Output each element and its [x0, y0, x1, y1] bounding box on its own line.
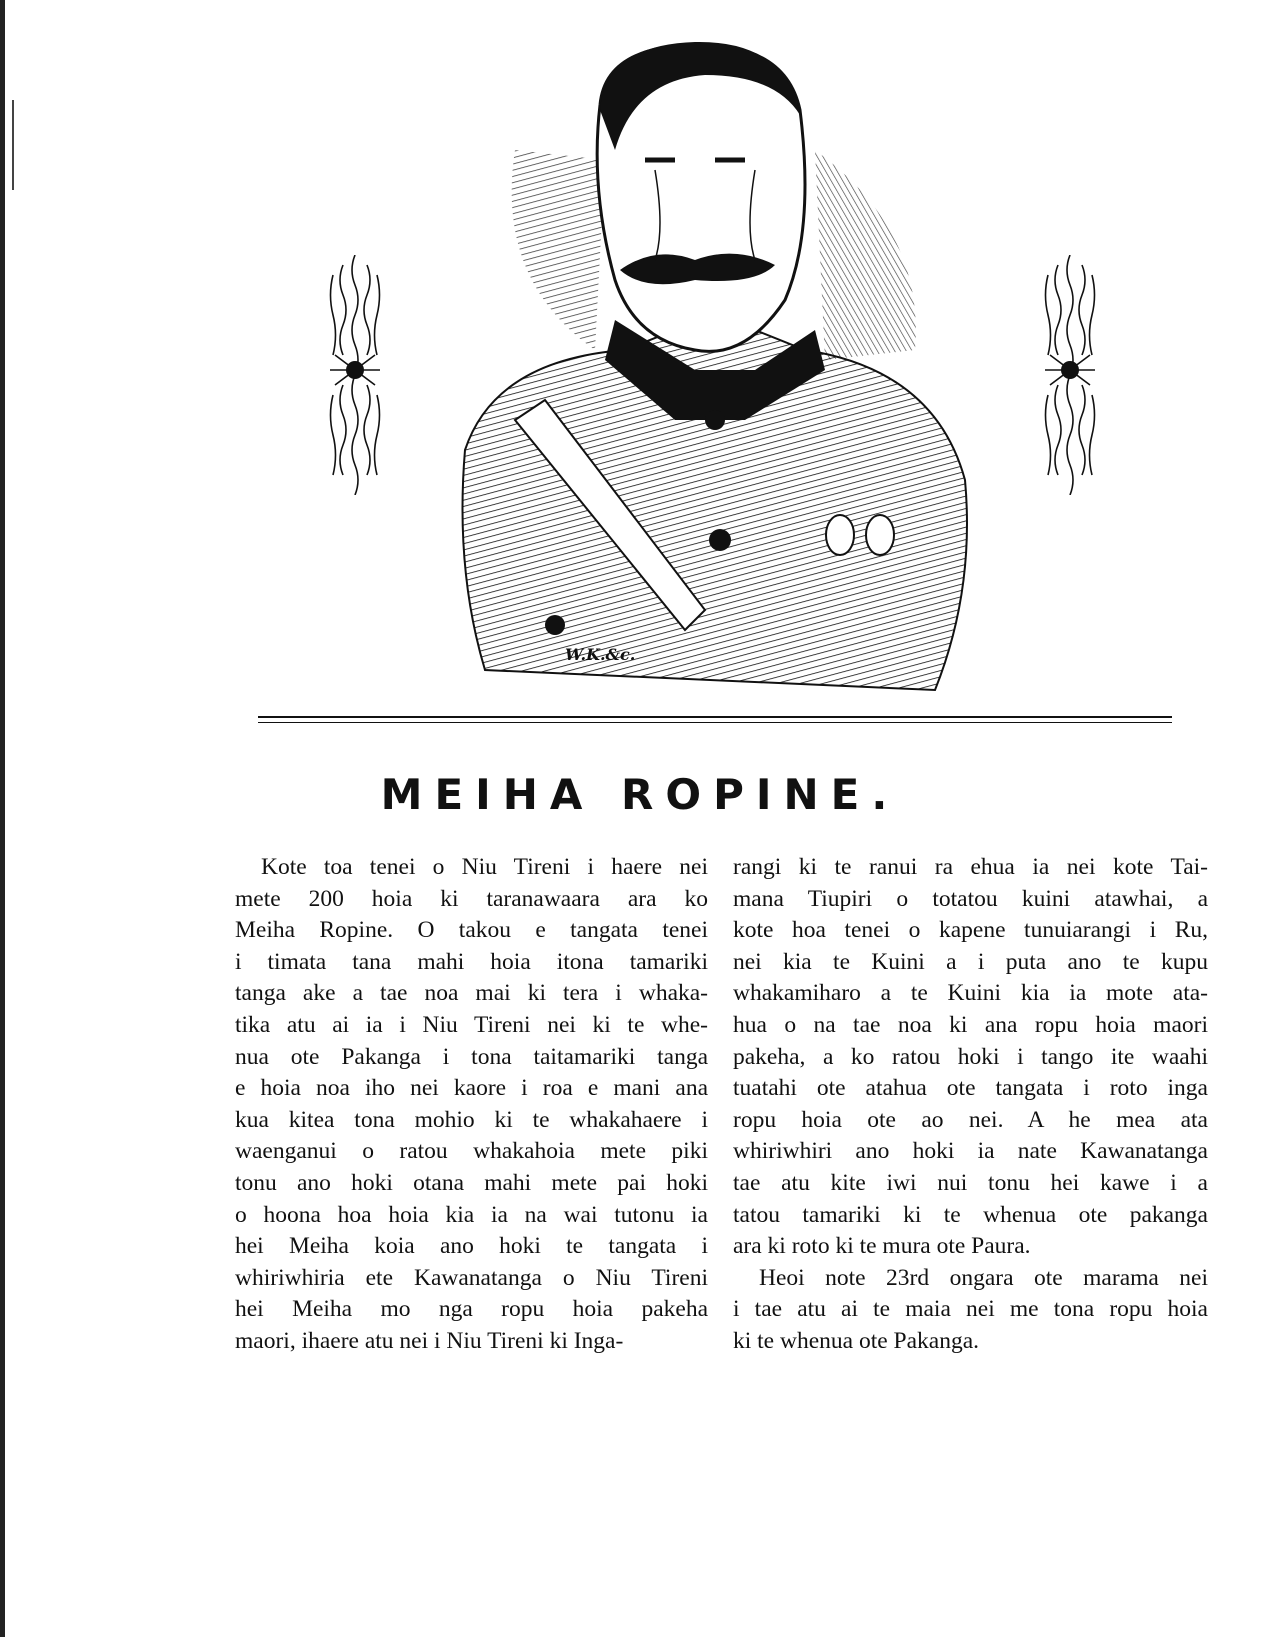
text-line: ara ki roto ki te mura ote Paura.	[733, 1233, 1031, 1260]
text-line: Kote toa tenei o Niu Tireni i haere nei	[261, 854, 708, 880]
text-line: Heoi note 23rd ongara ote marama nei	[759, 1264, 1208, 1291]
sunburst-ornament-left	[325, 255, 385, 495]
portrait-engraving	[455, 30, 985, 720]
text-line: ki te whenua ote Pakanga.	[733, 1327, 980, 1354]
text-line: e hoia noa iho nei kaore i roa e mani ana	[235, 1075, 708, 1102]
text-line: hei Meiha mo nga ropu hoia pakeha	[235, 1296, 708, 1323]
article-title: MEIHA ROPINE.	[380, 770, 900, 819]
text-line: kote hoa tenei o kapene tunuiarangi i Ru,	[733, 917, 1208, 944]
text-line: nei kia te Kuini a i puta ano te kupu	[733, 948, 1208, 975]
text-line: hua o na tae noa ki ana ropu hoia maori	[733, 1011, 1208, 1038]
text-line: i timata tana mahi hoia itona tamariki	[235, 948, 708, 975]
text-line: maori, ihaere atu nei i Niu Tireni ki Inga-	[235, 1327, 624, 1354]
text-line: rangi ki te ranui ra ehua ia nei kote Tai-	[733, 854, 1208, 880]
text-line: waenganui o ratou whakahoia mete piki	[235, 1138, 708, 1165]
text-line: hei Meiha koia ano hoki te tangata i	[235, 1233, 708, 1260]
text-line: pakeha, a ko ratou hoki i tango ite waahi	[733, 1043, 1208, 1070]
double-rule-bottom	[258, 722, 1172, 723]
text-line: whiriwhiri ano hoki ia nate Kawanatanga	[733, 1138, 1208, 1165]
text-line: tika atu ai ia i Niu Tireni nei ki te whe-	[235, 1011, 708, 1038]
text-line: whiriwhiria ete Kawanatanga o Niu Tireni	[235, 1264, 708, 1291]
text-line: nua ote Pakanga i tona taitamariki tanga	[235, 1043, 708, 1070]
double-rule-top	[258, 716, 1172, 718]
text-line: i tae atu ai te maia nei me tona ropu hoia	[733, 1296, 1208, 1323]
article-column-left	[235, 852, 708, 1358]
text-line: whakamiharo a te Kuini kia ia mote ata-	[733, 980, 1208, 1007]
text-line: ropu hoia ote ao nei. A he mea ata	[733, 1106, 1208, 1133]
sunburst-ornament-right	[1040, 255, 1100, 495]
text-line: tuatahi ote atahua ote tangata i roto inga	[733, 1075, 1208, 1102]
text-line: o hoona hoa hoia kia ia na wai tutonu ia	[235, 1201, 708, 1228]
text-line: mana Tiupiri o totatou kuini atawhai, a	[733, 885, 1208, 912]
text-line: tae atu kite iwi nui tonu hei kawe i a	[733, 1169, 1208, 1196]
text-line: Meiha Ropine. O takou e tangata tenei	[235, 917, 708, 944]
text-line: mete 200 hoia ki taranawaara ara ko	[235, 885, 708, 912]
text-line: tatou tamariki ki te whenua ote pakanga	[733, 1201, 1208, 1228]
engraver-signature: W.K.&c.	[565, 645, 636, 664]
article-column-right	[733, 852, 1208, 1358]
text-line: kua kitea tona mohio ki te whakahaere i	[235, 1106, 708, 1133]
scan-edge-mark	[12, 100, 14, 190]
text-line: tanga ake a tae noa mai ki tera i whaka-	[235, 980, 708, 1007]
text-line: tonu ano hoki otana mahi mete pai hoki	[235, 1169, 708, 1196]
